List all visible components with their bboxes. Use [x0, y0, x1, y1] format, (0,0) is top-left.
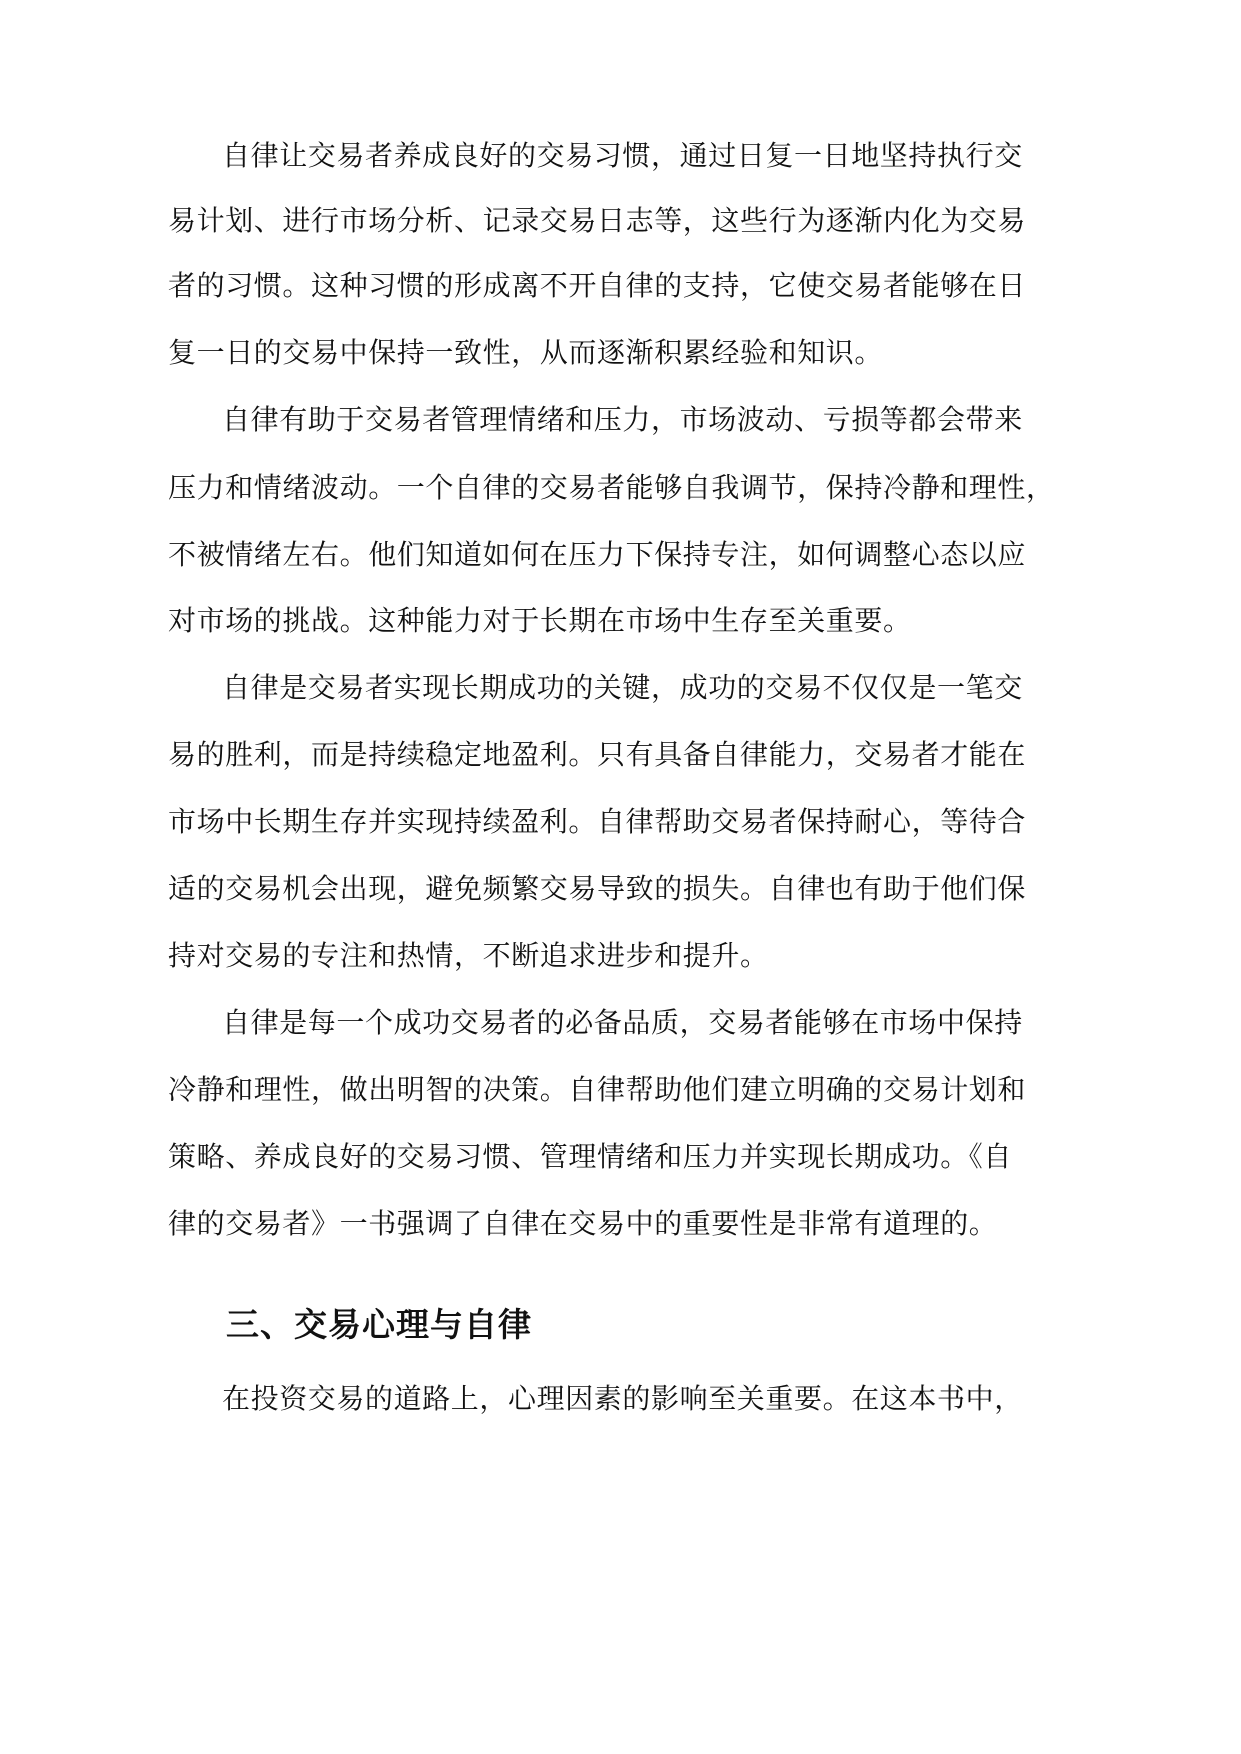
text-line: 不被情绪左右。他们知道如何在压力下保持专注，如何调整心态以应	[168, 538, 1027, 571]
text-line: 在投资交易的道路上，心理因素的影响至关重要。在这本书中，	[222, 1382, 1023, 1415]
final-paragraph-line-1	[0, 1374, 1241, 1424]
paragraph-4-line-3	[0, 1132, 1241, 1182]
text-line: 压力和情绪波动。一个自律的交易者能够自我调节，保持冷静和理性，	[168, 471, 1055, 504]
paragraph-3-line-2	[0, 730, 1241, 780]
text-line: 持对交易的专注和热情，不断追求进步和提升。	[168, 939, 769, 972]
paragraph-1-line-2	[0, 196, 1241, 246]
paragraph-1-line-3	[0, 261, 1241, 311]
text-line: 冷静和理性，做出明智的决策。自律帮助他们建立明确的交易计划和	[168, 1073, 1027, 1106]
paragraph-3-line-3	[0, 797, 1241, 847]
text-line: 易的胜利，而是持续稳定地盈利。只有具备自律能力，交易者才能在	[168, 738, 1027, 771]
text-line: 策略、养成良好的交易习惯、管理情绪和压力并实现长期成功。《自	[168, 1140, 1013, 1173]
paragraph-4-line-4	[0, 1199, 1241, 1249]
text-line: 对市场的挑战。这种能力对于长期在市场中生存至关重要。	[168, 604, 912, 637]
section-heading	[0, 1297, 1241, 1353]
section-heading-text: 三、交易心理与自律	[226, 1305, 532, 1344]
text-line: 适的交易机会出现，避免频繁交易导致的损失。自律也有助于他们保	[168, 872, 1027, 905]
text-line: 自律是每一个成功交易者的必备品质，交易者能够在市场中保持	[222, 1006, 1023, 1039]
text-line: 复一日的交易中保持一致性，从而逐渐积累经验和知识。	[168, 336, 884, 369]
paragraph-2-line-1	[0, 395, 1241, 445]
paragraph-4-line-1	[0, 998, 1241, 1048]
paragraph-3-line-4	[0, 864, 1241, 914]
paragraph-4-line-2	[0, 1065, 1241, 1115]
text-line: 市场中长期生存并实现持续盈利。自律帮助交易者保持耐心，等待合	[168, 805, 1027, 838]
text-line: 者的习惯。这种习惯的形成离不开自律的支持，它使交易者能够在日	[168, 269, 1027, 302]
text-line: 自律有助于交易者管理情绪和压力，市场波动、亏损等都会带来	[222, 403, 1023, 436]
paragraph-1-line-1	[0, 131, 1241, 181]
text-line: 自律是交易者实现长期成功的关键，成功的交易不仅仅是一笔交	[222, 671, 1023, 704]
paragraph-1-line-4	[0, 328, 1241, 378]
text-line: 律的交易者》一书强调了自律在交易中的重要性是非常有道理的。	[168, 1207, 998, 1240]
paragraph-3-line-5	[0, 931, 1241, 981]
text-line: 自律让交易者养成良好的交易习惯，通过日复一日地坚持执行交	[222, 139, 1023, 172]
paragraph-2-line-2	[0, 463, 1241, 513]
paragraph-3-line-1	[0, 663, 1241, 713]
paragraph-2-line-3	[0, 530, 1241, 580]
paragraph-2-line-4	[0, 596, 1241, 646]
text-line: 易计划、进行市场分析、记录交易日志等，这些行为逐渐内化为交易	[168, 204, 1027, 237]
